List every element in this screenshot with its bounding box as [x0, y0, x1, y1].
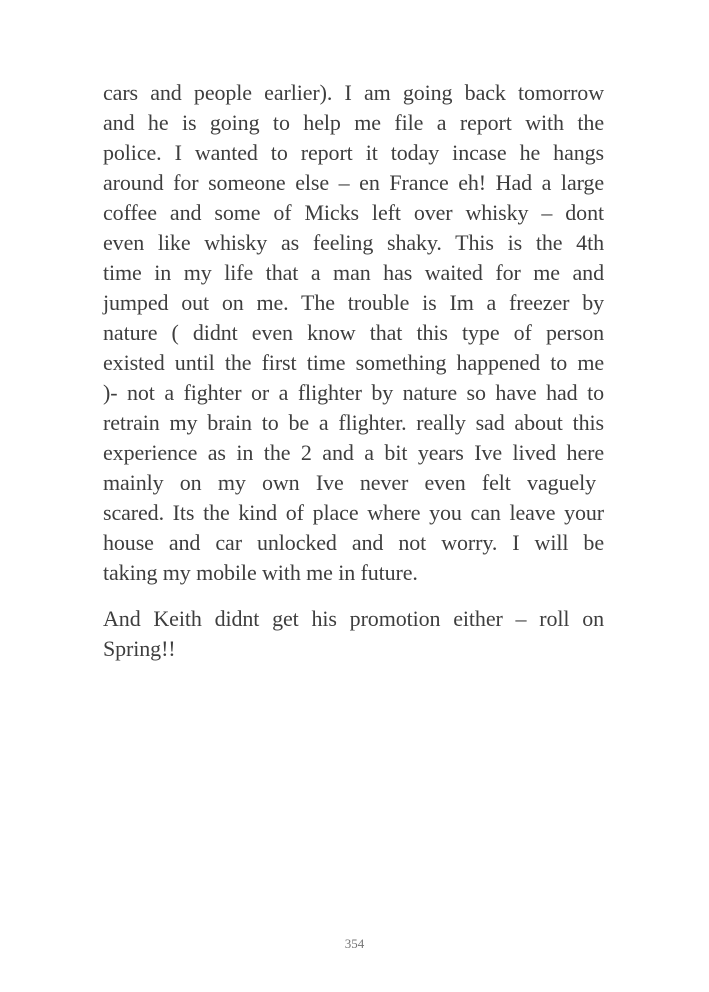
body-text-line: experience as in the 2 and a bit years Ive lived here	[103, 440, 604, 465]
body-text-line: jumped out on me. The trouble is Im a freezer by	[103, 290, 604, 315]
body-text-line: police. I wanted to report it today incase he hangs	[103, 140, 604, 165]
body-text-line: around for someone else – en France eh! Had a large	[103, 170, 604, 195]
body-text-line: even like whisky as feeling shaky. This is the 4th	[103, 230, 604, 255]
body-text-line: coffee and some of Micks left over whisky – dont	[103, 200, 604, 225]
body-text-line: mainly on my own Ive never even felt vaguely	[103, 470, 596, 495]
page-text	[103, 78, 604, 664]
paragraph	[103, 604, 604, 664]
body-text-line: )- not a fighter or a flighter by nature so have had to	[103, 380, 604, 405]
body-text-line: cars and people earlier). I am going back tomorrow	[103, 80, 604, 105]
paragraph	[103, 78, 604, 588]
body-text-line: scared. Its the kind of place where you can leave your	[103, 500, 604, 525]
body-text-line: taking my mobile with me in future.	[103, 560, 418, 585]
body-text-line: existed until the first time something happened to me	[103, 350, 604, 375]
body-text-line: house and car unlocked and not worry. I will be	[103, 530, 604, 555]
page-number: 354	[344, 936, 365, 951]
body-text-line: time in my life that a man has waited for me and	[103, 260, 604, 285]
body-text-line: And Keith didnt get his promotion either – roll on	[103, 606, 604, 631]
body-text-line: nature ( didnt even know that this type of person	[103, 320, 604, 345]
body-text-line: and he is going to help me file a report with the	[103, 110, 604, 135]
body-text-line: Spring!!	[103, 636, 176, 661]
body-text-line: retrain my brain to be a flighter. really sad about this	[103, 410, 604, 435]
